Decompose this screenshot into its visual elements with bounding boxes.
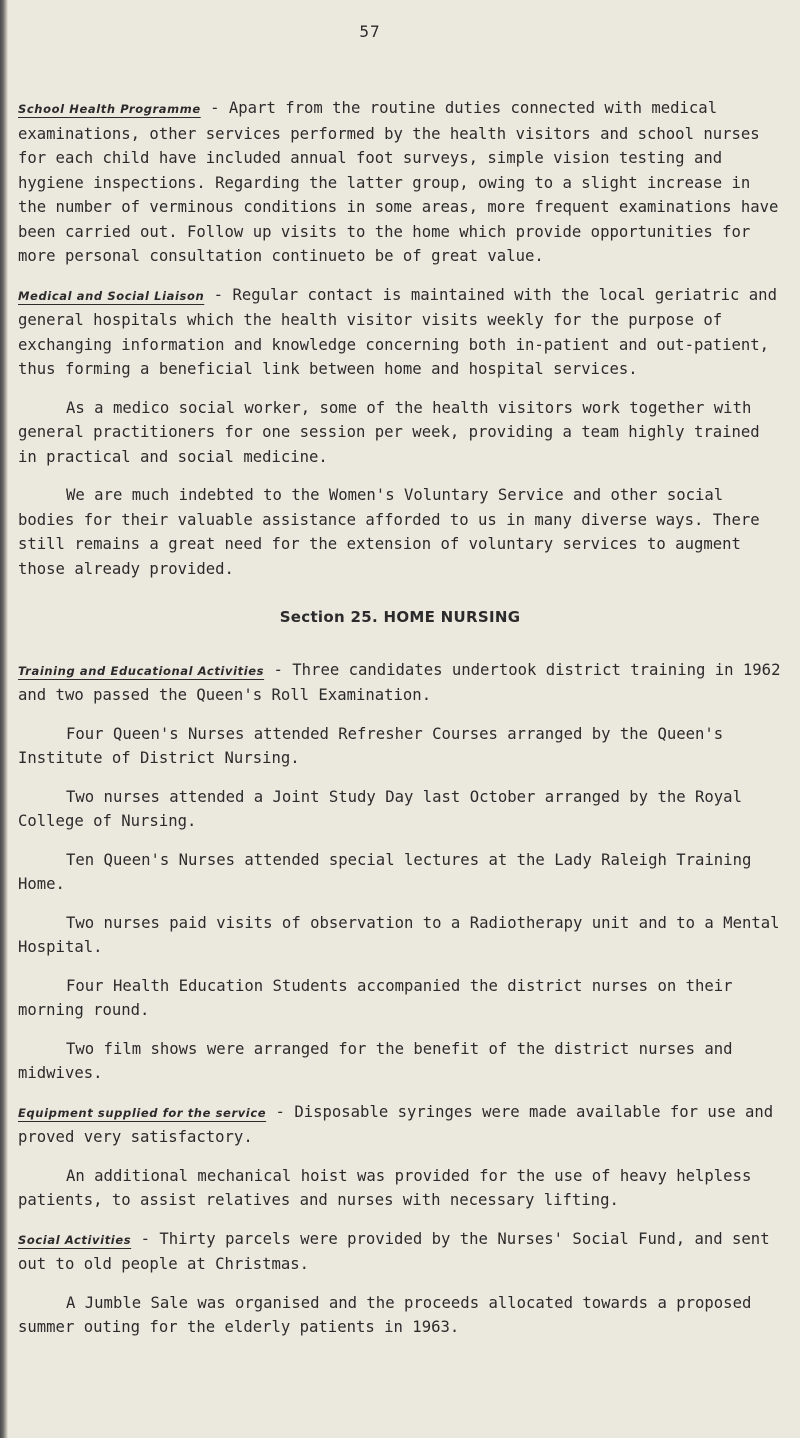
lead-school-health-programme: School Health Programme xyxy=(18,102,201,116)
paragraph-school-health xyxy=(18,96,782,269)
binding-edge xyxy=(0,0,8,1438)
paragraph-medical-social-liaison xyxy=(18,283,782,382)
document-body xyxy=(18,96,782,1354)
lead-social-activities: Social Activities xyxy=(18,1232,132,1247)
lead-training-educational-activities: Training and Educational Activities xyxy=(18,663,265,678)
paragraph-joint-study-day: Two nurses attended a Joint Study Day last October arranged by the Royal College of Nursing. xyxy=(18,787,742,830)
paragraph-mechanical-hoist: An additional mechanical hoist was provided for the use of heavy helpless patients, to assist relatives and nurses with necessary lifting. xyxy=(18,1166,752,1209)
paragraph-jumble-sale: A Jumble Sale was organised and the proceeds allocated towards a proposed summer outing for the elderly patients in 1963. xyxy=(18,1293,752,1336)
text-equipment: - Disposable syringes were made available for use and proved very satisfactory. xyxy=(18,1102,774,1146)
paragraph-health-education-students: Four Health Education Students accompanied the district nurses on their morning round. xyxy=(18,976,733,1019)
paragraph-film-shows: Two film shows were arranged for the benefit of the district nurses and midwives. xyxy=(18,1039,733,1082)
paragraph-observation-visits: Two nurses paid visits of observation to a Radiotherapy unit and to a Mental Hospital. xyxy=(18,913,780,956)
paragraph-medico-social-worker: As a medico social worker, some of the health visitors work together with general practitioners for one session per week, providing a team highly trained in practical and social medicine. xyxy=(18,398,760,466)
text-social-activities: - Thirty parcels were provided by the Nurses' Social Fund, and sent out to old people at Christmas. xyxy=(18,1229,770,1273)
section-heading: Section 25. HOME NURSING xyxy=(279,608,521,626)
paragraph-training xyxy=(18,658,782,708)
text-training: - Three candidates undertook district training in 1962 and two passed the Queen's Roll Examination. xyxy=(18,660,781,704)
text-medical-social-liaison: - Regular contact is maintained with the local geriatric and general hospitals which the health visitor visits weekly for the purpose of exchanging information and knowledge concerning both in-patient and out-patient, thus forming a beneficial link between home and hospital services. xyxy=(18,285,777,378)
text-school-health: - Apart from the routine duties connected with medical examinations, other services performed by the health visitors and school nurses for each child have included annual foot surveys, simple vision testing and hygiene inspections. Regarding the latter group, owing to a slight increase in the number of verminous conditions in some areas, more frequent examinations have been carried out. Follow up visits to the home which provide opportunities for more personal consultation continueto be of great value. xyxy=(18,99,779,265)
paragraph-equipment xyxy=(18,1100,782,1150)
paragraph-social-activities xyxy=(18,1227,782,1277)
paragraph-special-lectures: Ten Queen's Nurses attended special lectures at the Lady Raleigh Training Home. xyxy=(18,850,752,893)
page-number: 57 xyxy=(359,22,381,41)
lead-equipment-supplied: Equipment supplied for the service xyxy=(18,1105,267,1120)
paragraph-voluntary-service: We are much indebted to the Women's Voluntary Service and other social bodies for their valuable assistance afforded to us in many diverse ways. There still remains a great need for the extension of voluntary services to augment those already provided. xyxy=(18,486,760,578)
paragraph-refresher-courses: Four Queen's Nurses attended Refresher Courses arranged by the Queen's Institute of District Nursing. xyxy=(18,724,724,767)
lead-medical-social-liaison: Medical and Social Liaison xyxy=(18,288,205,303)
